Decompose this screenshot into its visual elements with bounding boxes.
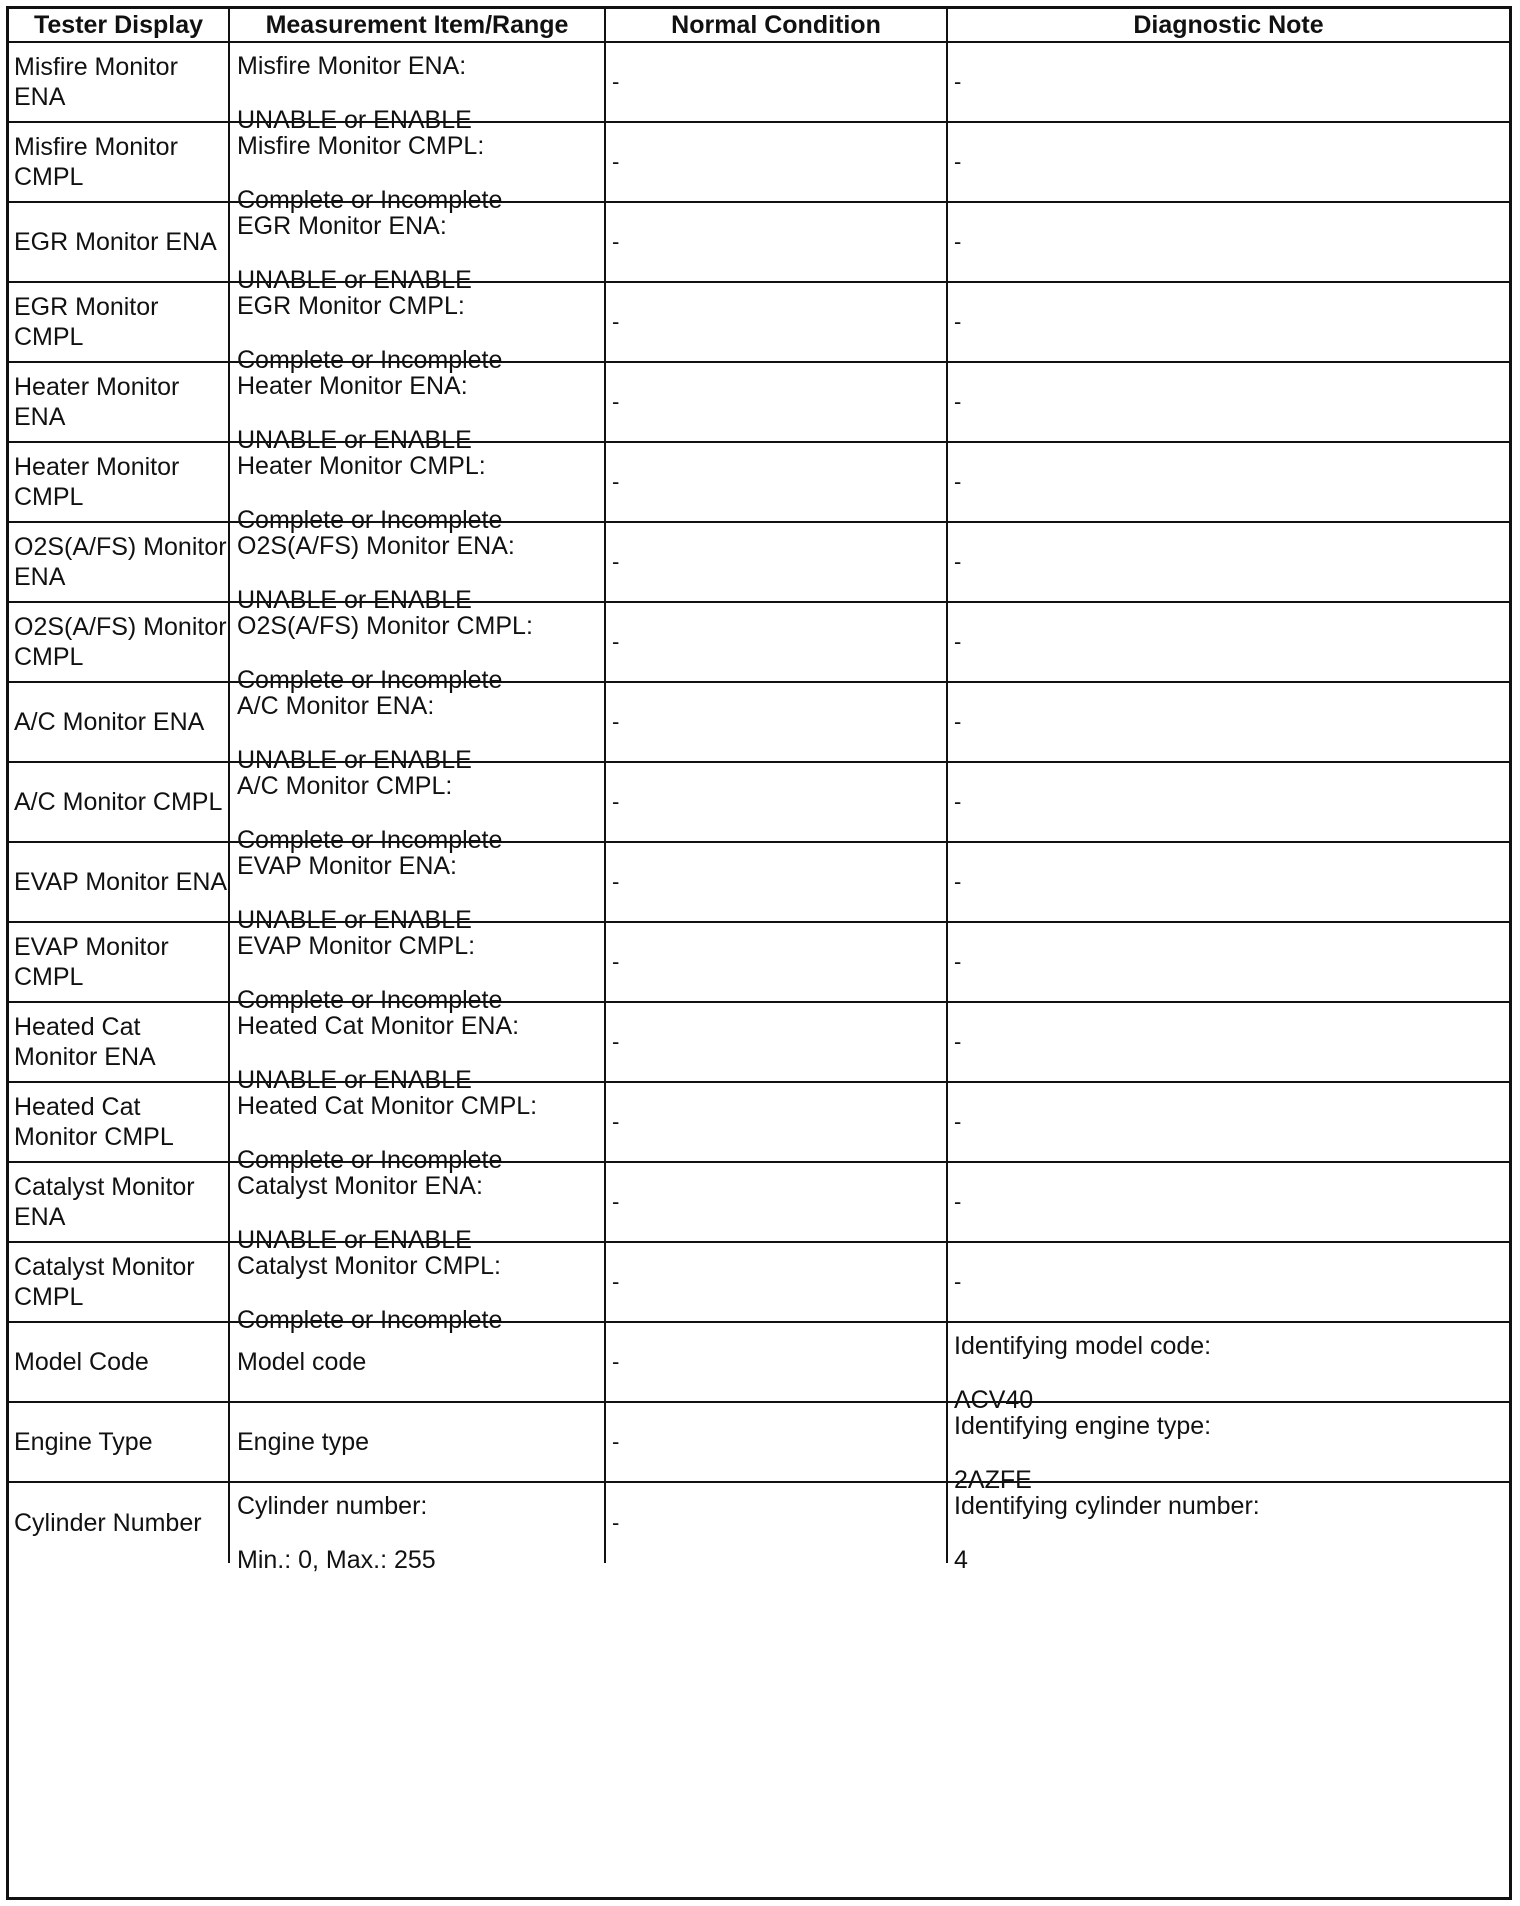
normal-condition-text: -	[612, 1269, 620, 1294]
normal-condition-cell	[606, 763, 948, 841]
table-header-row	[9, 9, 1509, 43]
diagnostic-note-text: -	[954, 709, 962, 734]
tester-display-text: Misfire Monitor ENA	[14, 53, 178, 111]
measurement-range: Complete or Incomplete	[237, 1146, 503, 1174]
normal-condition-text: -	[612, 1109, 620, 1134]
normal-condition-text: -	[612, 309, 620, 334]
normal-condition-text: -	[612, 709, 620, 734]
diagnostic-note-cell	[948, 603, 1509, 681]
header-diagnostic-note: Diagnostic Note	[1133, 11, 1324, 39]
tester-display-text: EVAP Monitor CMPL	[14, 933, 169, 991]
normal-condition-text: -	[612, 629, 620, 654]
diagnostic-note-cell	[948, 683, 1509, 761]
measurement-item: A/C Monitor CMPL:	[237, 772, 453, 800]
data-list-table	[6, 6, 1512, 1900]
table-row	[9, 123, 1509, 214]
measurement-cell	[230, 923, 606, 1014]
measurement-cell	[230, 283, 606, 374]
diagnostic-note-text: -	[954, 629, 962, 654]
tester-display-text: A/C Monitor ENA	[14, 708, 205, 736]
diagnostic-note-cell	[948, 1163, 1509, 1241]
table-row	[9, 843, 1509, 934]
diagnostic-note-cell	[948, 43, 1509, 121]
diagnostic-note-cell	[948, 1323, 1509, 1414]
normal-condition-cell	[606, 1483, 948, 1563]
measurement-cell	[230, 203, 606, 294]
measurement-item: Cylinder number:	[237, 1492, 428, 1520]
normal-condition-cell	[606, 603, 948, 681]
measurement-item: O2S(A/FS) Monitor ENA:	[237, 532, 515, 560]
measurement-cell	[230, 843, 606, 934]
normal-condition-cell	[606, 1243, 948, 1321]
diagnostic-note-value: 2AZFE	[954, 1466, 1032, 1494]
normal-condition-text: -	[612, 69, 620, 94]
diagnostic-note-label: Identifying engine type:	[954, 1412, 1212, 1440]
table-row	[9, 603, 1509, 694]
normal-condition-cell	[606, 1083, 948, 1161]
tester-display-cell	[9, 443, 230, 521]
measurement-range: Complete or Incomplete	[237, 346, 503, 374]
normal-condition-cell	[606, 843, 948, 921]
measurement-item: Model code	[237, 1348, 367, 1376]
diagnostic-note-value: ACV40	[954, 1386, 1034, 1414]
measurement-cell	[230, 1323, 606, 1401]
normal-condition-cell	[606, 1003, 948, 1081]
normal-condition-cell	[606, 443, 948, 521]
measurement-range: UNABLE or ENABLE	[237, 1226, 472, 1254]
tester-display-cell	[9, 1323, 230, 1401]
tester-display-cell	[9, 683, 230, 761]
measurement-cell	[230, 443, 606, 534]
normal-condition-cell	[606, 123, 948, 201]
diagnostic-note-cell	[948, 363, 1509, 441]
normal-condition-cell	[606, 1403, 948, 1481]
measurement-cell	[230, 43, 606, 134]
table-row	[9, 1003, 1509, 1094]
measurement-range: UNABLE or ENABLE	[237, 106, 472, 134]
tester-display-text: Misfire Monitor CMPL	[14, 133, 178, 191]
normal-condition-cell	[606, 1323, 948, 1401]
diagnostic-note-text: -	[954, 309, 962, 334]
tester-display-text: Heater Monitor CMPL	[14, 453, 180, 511]
diagnostic-note-cell	[948, 1403, 1509, 1494]
table-row	[9, 43, 1509, 134]
measurement-cell	[230, 1243, 606, 1334]
diagnostic-note-cell	[948, 523, 1509, 601]
normal-condition-text: -	[612, 949, 620, 974]
tester-display-cell	[9, 283, 230, 361]
measurement-range: Complete or Incomplete	[237, 1306, 503, 1334]
tester-display-text: Heated Cat Monitor CMPL	[14, 1093, 174, 1151]
diagnostic-note-text: -	[954, 1189, 962, 1214]
normal-condition-text: -	[612, 789, 620, 814]
measurement-range: Complete or Incomplete	[237, 506, 503, 534]
normal-condition-text: -	[612, 1189, 620, 1214]
tester-display-cell	[9, 43, 230, 121]
normal-condition-text: -	[612, 1510, 620, 1535]
tester-display-cell	[9, 523, 230, 601]
tester-display-cell	[9, 1003, 230, 1081]
tester-display-text: Heater Monitor ENA	[14, 373, 180, 431]
measurement-item: EGR Monitor CMPL:	[237, 292, 465, 320]
table-row	[9, 443, 1509, 534]
measurement-cell	[230, 1403, 606, 1481]
normal-condition-text: -	[612, 1349, 620, 1374]
header-measurement-item: Measurement Item/Range	[230, 9, 606, 41]
measurement-range: UNABLE or ENABLE	[237, 266, 472, 294]
normal-condition-text: -	[612, 1429, 620, 1454]
normal-condition-text: -	[612, 469, 620, 494]
normal-condition-cell	[606, 523, 948, 601]
measurement-cell	[230, 1083, 606, 1174]
table-row	[9, 1083, 1509, 1174]
measurement-item: O2S(A/FS) Monitor CMPL:	[237, 612, 533, 640]
normal-condition-cell	[606, 363, 948, 441]
table-row	[9, 283, 1509, 374]
diagnostic-note-text: -	[954, 1109, 962, 1134]
normal-condition-text: -	[612, 149, 620, 174]
header-tester-display: Tester Display	[9, 9, 230, 41]
measurement-range: Complete or Incomplete	[237, 826, 503, 854]
diagnostic-note-text: -	[954, 549, 962, 574]
table-row	[9, 203, 1509, 294]
diagnostic-note-text: -	[954, 149, 962, 174]
normal-condition-text: -	[612, 869, 620, 894]
normal-condition-cell	[606, 1163, 948, 1241]
diagnostic-note-cell	[948, 1243, 1509, 1321]
tester-display-cell	[9, 843, 230, 921]
measurement-item: Misfire Monitor ENA:	[237, 52, 467, 80]
diagnostic-note-cell	[948, 1083, 1509, 1161]
tester-display-cell	[9, 1083, 230, 1161]
measurement-range: Min.: 0, Max.: 255	[237, 1546, 436, 1574]
diagnostic-note-text: -	[954, 229, 962, 254]
table-row	[9, 763, 1509, 854]
tester-display-cell	[9, 1243, 230, 1321]
measurement-cell	[230, 763, 606, 854]
measurement-range: Complete or Incomplete	[237, 186, 503, 214]
diagnostic-note-text: -	[954, 69, 962, 94]
normal-condition-cell	[606, 283, 948, 361]
table-row	[9, 1323, 1509, 1414]
tester-display-text: EGR Monitor ENA	[14, 228, 217, 256]
diagnostic-note-text: -	[954, 789, 962, 814]
diagnostic-note-label: Identifying cylinder number:	[954, 1492, 1260, 1520]
measurement-item: Heated Cat Monitor ENA:	[237, 1012, 520, 1040]
table-row	[9, 1403, 1509, 1494]
tester-display-text: Model Code	[14, 1348, 149, 1376]
measurement-range: Complete or Incomplete	[237, 666, 503, 694]
header-normal-condition: Normal Condition	[606, 9, 948, 41]
table-row	[9, 683, 1509, 774]
tester-display-cell	[9, 1483, 230, 1563]
diagnostic-note-cell	[948, 203, 1509, 281]
measurement-cell	[230, 1163, 606, 1254]
tester-display-cell	[9, 203, 230, 281]
tester-display-text: Catalyst Monitor ENA	[14, 1173, 195, 1231]
diagnostic-note-text: -	[954, 1029, 962, 1054]
table-row	[9, 1163, 1509, 1254]
tester-display-cell	[9, 603, 230, 681]
tester-display-text: EVAP Monitor ENA	[14, 868, 228, 896]
diagnostic-note-cell	[948, 123, 1509, 201]
measurement-item: Heater Monitor CMPL:	[237, 452, 486, 480]
diagnostic-note-text: -	[954, 869, 962, 894]
measurement-cell	[230, 683, 606, 774]
table-row	[9, 923, 1509, 1014]
tester-display-text: Cylinder Number	[14, 1509, 202, 1537]
tester-display-cell	[9, 123, 230, 201]
measurement-item: EVAP Monitor CMPL:	[237, 932, 476, 960]
tester-display-text: EGR Monitor CMPL	[14, 293, 159, 351]
tester-display-text: O2S(A/FS) Monitor ENA	[14, 533, 227, 591]
measurement-cell	[230, 123, 606, 214]
diagnostic-note-label: Identifying model code:	[954, 1332, 1212, 1360]
measurement-range: UNABLE or ENABLE	[237, 586, 472, 614]
measurement-range: UNABLE or ENABLE	[237, 906, 472, 934]
diagnostic-note-text: -	[954, 949, 962, 974]
table-row	[9, 1243, 1509, 1334]
tester-display-cell	[9, 363, 230, 441]
normal-condition-text: -	[612, 1029, 620, 1054]
tester-display-cell	[9, 923, 230, 1001]
measurement-cell	[230, 363, 606, 454]
diagnostic-note-cell	[948, 763, 1509, 841]
measurement-cell	[230, 1483, 606, 1574]
diagnostic-note-text: -	[954, 1269, 962, 1294]
normal-condition-cell	[606, 923, 948, 1001]
diagnostic-note-cell	[948, 1483, 1509, 1574]
measurement-range: UNABLE or ENABLE	[237, 1066, 472, 1094]
measurement-cell	[230, 523, 606, 614]
measurement-item: Heater Monitor ENA:	[237, 372, 468, 400]
table-row	[9, 1483, 1509, 1574]
table-row	[9, 363, 1509, 454]
diagnostic-note-text: -	[954, 389, 962, 414]
table-row	[9, 523, 1509, 614]
measurement-range: UNABLE or ENABLE	[237, 426, 472, 454]
tester-display-text: A/C Monitor CMPL	[14, 788, 223, 816]
normal-condition-text: -	[612, 229, 620, 254]
measurement-item: A/C Monitor ENA:	[237, 692, 435, 720]
measurement-item: EVAP Monitor ENA:	[237, 852, 457, 880]
normal-condition-cell	[606, 683, 948, 761]
tester-display-cell	[9, 1163, 230, 1241]
diagnostic-note-text: -	[954, 469, 962, 494]
tester-display-text: Engine Type	[14, 1428, 153, 1456]
measurement-item: Heated Cat Monitor CMPL:	[237, 1092, 538, 1120]
diagnostic-note-cell	[948, 443, 1509, 521]
diagnostic-note-cell	[948, 843, 1509, 921]
measurement-item: Engine type	[237, 1428, 370, 1456]
measurement-cell	[230, 1003, 606, 1094]
normal-condition-text: -	[612, 389, 620, 414]
measurement-item: EGR Monitor ENA:	[237, 212, 447, 240]
measurement-item: Catalyst Monitor CMPL:	[237, 1252, 501, 1280]
tester-display-text: Heated Cat Monitor ENA	[14, 1013, 156, 1071]
tester-display-text: O2S(A/FS) Monitor CMPL	[14, 613, 227, 671]
tester-display-text: Catalyst Monitor CMPL	[14, 1253, 195, 1311]
diagnostic-note-value: 4	[954, 1546, 968, 1574]
measurement-cell	[230, 603, 606, 694]
diagnostic-note-cell	[948, 283, 1509, 361]
measurement-range: UNABLE or ENABLE	[237, 746, 472, 774]
measurement-range: Complete or Incomplete	[237, 986, 503, 1014]
measurement-item: Misfire Monitor CMPL:	[237, 132, 485, 160]
tester-display-cell	[9, 1403, 230, 1481]
normal-condition-cell	[606, 203, 948, 281]
measurement-item: Catalyst Monitor ENA:	[237, 1172, 483, 1200]
diagnostic-note-cell	[948, 923, 1509, 1001]
normal-condition-text: -	[612, 549, 620, 574]
normal-condition-cell	[606, 43, 948, 121]
tester-display-cell	[9, 763, 230, 841]
diagnostic-note-cell	[948, 1003, 1509, 1081]
